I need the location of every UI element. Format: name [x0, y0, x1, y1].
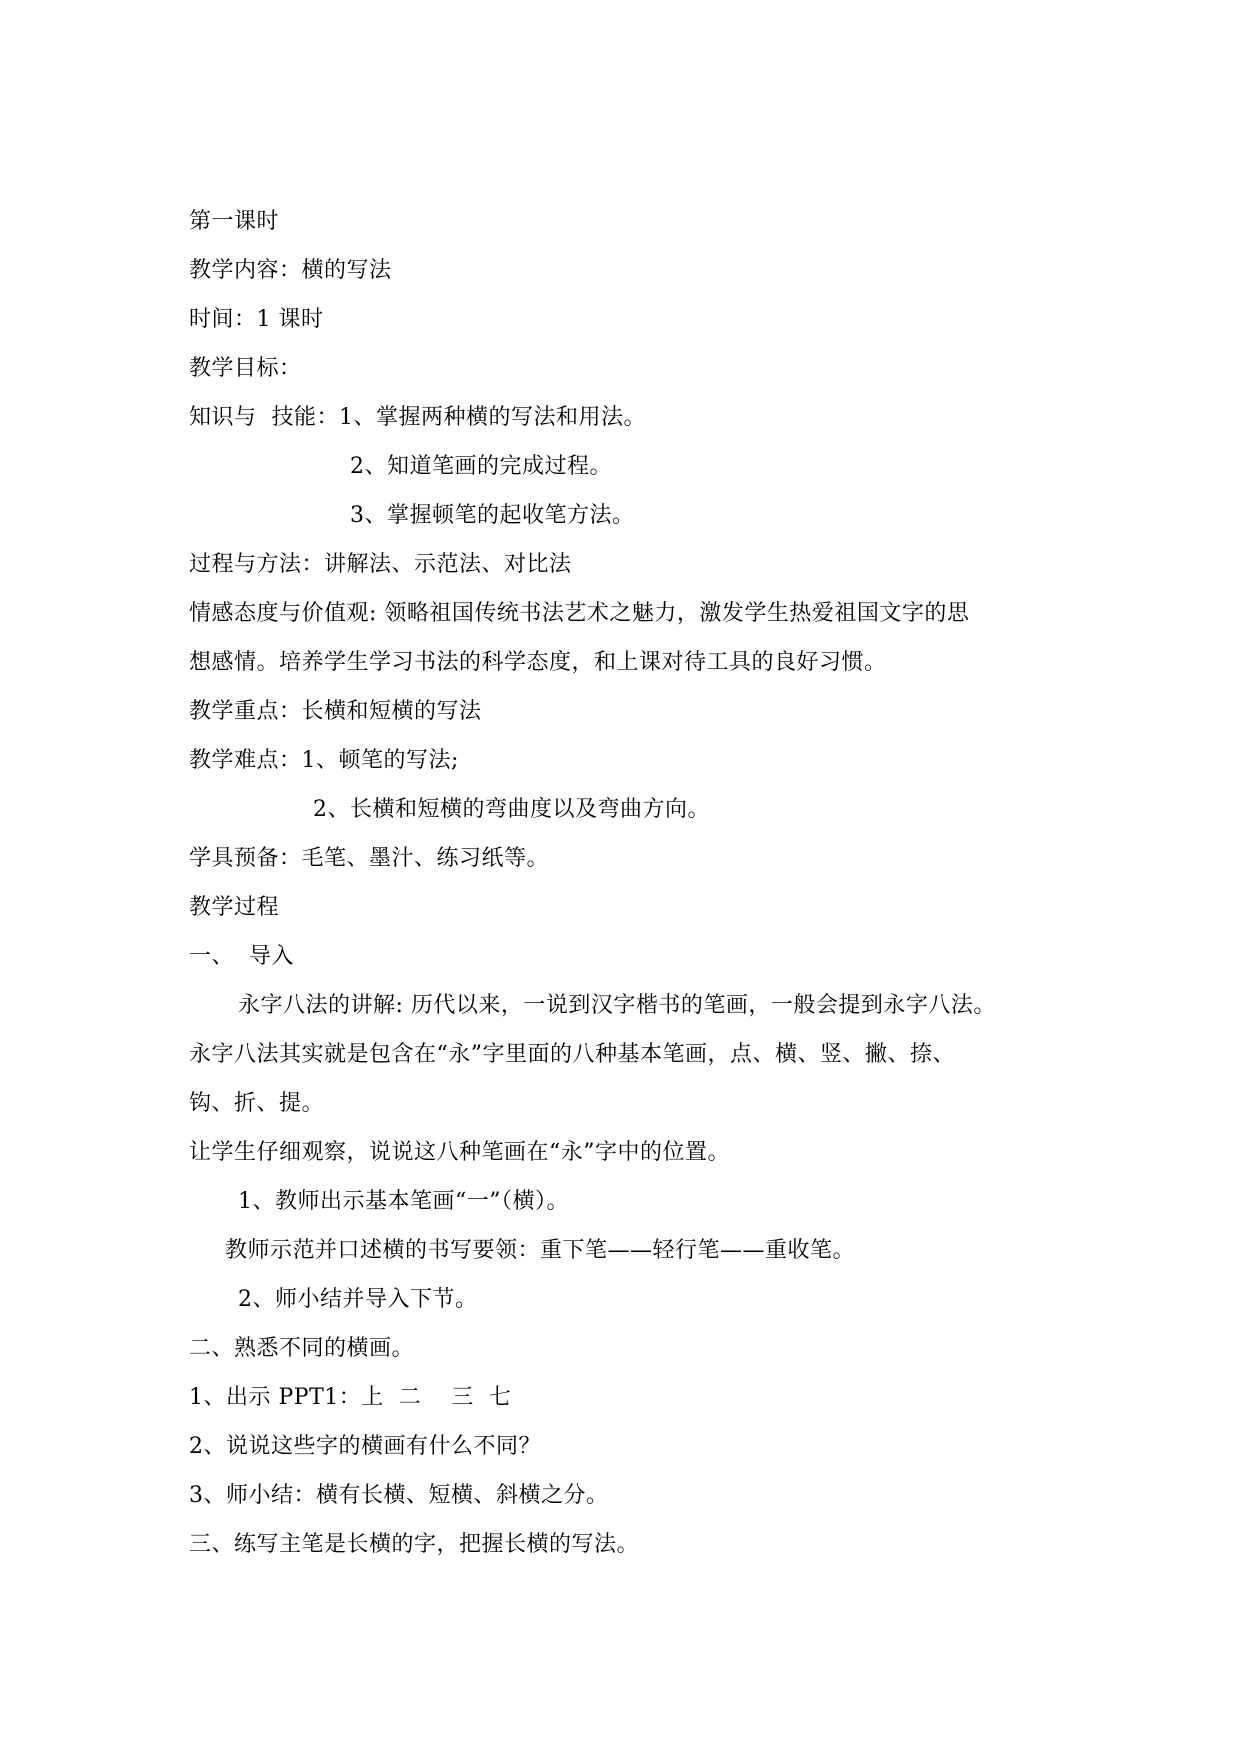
skill-goal-2: 2、知道笔画的完成过程。: [350, 454, 612, 479]
para-1-line-1: 永字八法的讲解: 历代以来，一说到汉字楷书的笔画，一般会提到永字八法。: [238, 993, 996, 1018]
para-1-line-2: 永字八法其实就是包含在“永”字里面的八种基本笔画，点、横、竖、撇、捺、: [189, 1042, 955, 1067]
section-2-item-3: 3、师小结：横有长横、短横、斜横之分。: [189, 1483, 609, 1508]
demo-line: 教师示范并口述横的书写要领：重下笔——轻行笔——重收笔。: [225, 1238, 856, 1263]
item-1: 1、教师出示基本笔画“一”（横）。: [238, 1189, 569, 1214]
emotion-goal-line-2: 想感情。培养学生学习书法的科学态度，和上课对待工具的良好习惯。: [189, 650, 887, 675]
key-point: 教学重点：长横和短横的写法: [189, 699, 482, 724]
emotion-goal-line-1: 情感态度与价值观: 领略祖国传统书法艺术之魅力，激发学生热爱祖国文字的思: [189, 601, 970, 626]
time-line: 时间：1 课时: [189, 307, 324, 332]
difficulty-2: 2、长横和短横的弯曲度以及弯曲方向。: [313, 797, 710, 822]
section-2-heading: 二、熟悉不同的横画。: [189, 1336, 415, 1361]
process-heading: 教学过程: [189, 895, 280, 920]
item-2: 2、师小结并导入下节。: [238, 1287, 478, 1312]
goals-heading: 教学目标：: [189, 356, 302, 381]
process-method: 过程与方法：讲解法、示范法、对比法: [189, 552, 572, 577]
observe-line: 让学生仔细观察，说说这八种笔画在“永”字中的位置。: [189, 1140, 730, 1165]
skill-goal-1: 知识与 技能：1、掌握两种横的写法和用法。: [189, 405, 646, 430]
section-1-heading: 一、 导入: [189, 944, 294, 969]
section-3-heading: 三、练写主笔是长横的字，把握长横的写法。: [189, 1532, 640, 1557]
para-1-line-3: 钩、折、提。: [189, 1091, 325, 1116]
section-2-item-1: 1、出示 PPT1：上 二 三 七: [189, 1385, 512, 1410]
skill-goal-3: 3、掌握顿笔的起收笔方法。: [350, 503, 635, 528]
teaching-content: 教学内容：横的写法: [189, 258, 392, 283]
materials: 学具预备：毛笔、墨汁、练习纸等。: [189, 846, 550, 871]
lesson-title: 第一课时: [189, 209, 280, 234]
difficulty-1: 教学难点：1、顿笔的写法;: [189, 748, 459, 773]
section-2-item-2: 2、说说这些字的横画有什么不同？: [189, 1434, 541, 1459]
